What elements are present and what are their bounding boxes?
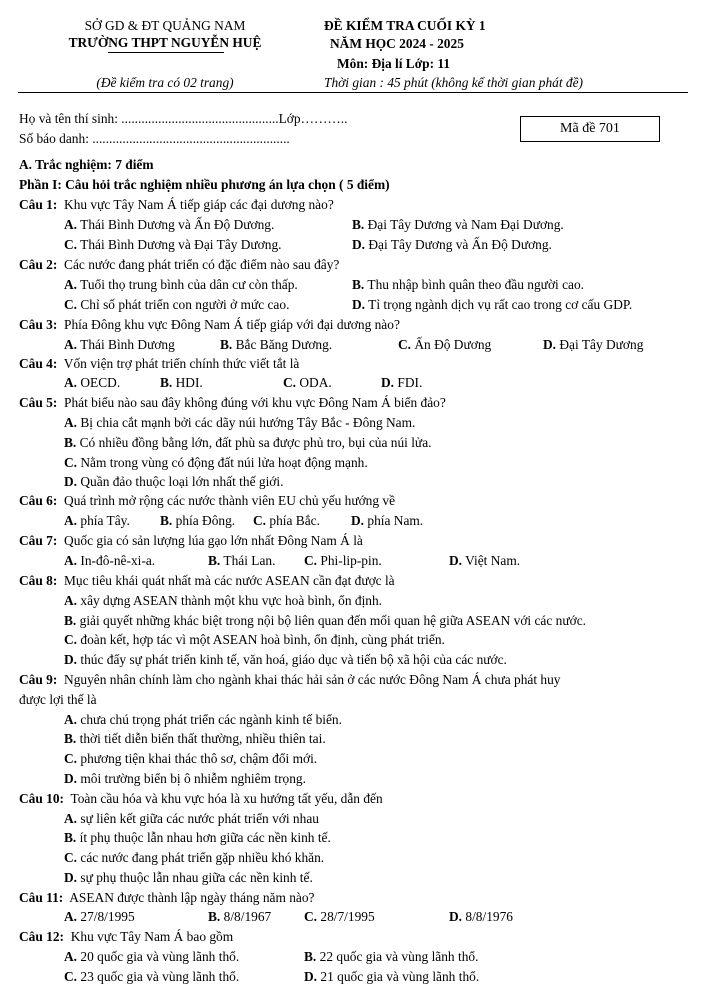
option-text: OECD.	[77, 375, 121, 390]
option-letter: A.	[64, 712, 78, 727]
question-1	[19, 197, 334, 212]
option-text: 21 quốc gia và vùng lãnh thổ.	[317, 969, 480, 984]
option-text: xây dựng ASEAN thành một khu vực hoà bình, ổn định.	[77, 593, 383, 608]
option-b[interactable]	[64, 435, 432, 450]
option-letter: C.	[304, 909, 318, 924]
question-text: Khu vực Tây Nam Á bao gồm	[64, 929, 234, 944]
option-text: 28/7/1995	[317, 909, 375, 924]
option-b[interactable]	[160, 375, 203, 390]
question-label: Câu 7:	[19, 533, 58, 548]
option-text: phía Đông.	[172, 513, 236, 528]
option-letter: D.	[449, 553, 463, 568]
option-letter: B.	[208, 553, 221, 568]
option-b[interactable]	[64, 830, 331, 845]
option-text: Bị chia cắt mạnh bởi các dãy núi hướng Tây Bắc - Đông Nam.	[77, 415, 416, 430]
option-text: Thu nhập bình quân theo đầu người cao.	[364, 277, 585, 292]
option-d[interactable]	[64, 771, 306, 786]
option-letter: A.	[64, 909, 78, 924]
option-c[interactable]	[253, 513, 320, 528]
option-letter: C.	[64, 237, 78, 252]
dept-name: SỞ GD & ĐT QUẢNG NAM	[84, 18, 246, 33]
option-a[interactable]	[64, 909, 135, 924]
option-d[interactable]	[352, 237, 552, 252]
option-text: HDI.	[172, 375, 203, 390]
question-label: Câu 10:	[19, 791, 65, 806]
question-label: Câu 4:	[19, 356, 58, 371]
option-text: 27/8/1995	[77, 909, 135, 924]
option-letter: B.	[64, 435, 77, 450]
option-text: phương tiện khai thác thô sơ, chậm đổi mới.	[77, 751, 318, 766]
option-letter: A.	[64, 375, 78, 390]
question-label: Câu 6:	[19, 493, 58, 508]
option-letter: D.	[304, 969, 318, 984]
question-4	[19, 356, 299, 371]
option-text: 20 quốc gia và vùng lãnh thổ.	[77, 949, 240, 964]
option-letter: B.	[64, 830, 77, 845]
option-text: Bắc Băng Dương.	[232, 337, 333, 352]
option-text: 8/8/1967	[220, 909, 272, 924]
option-text: 8/8/1976	[462, 909, 513, 924]
question-8	[19, 573, 395, 588]
option-text: ít phụ thuộc lẫn nhau hơn giữa các nền kinh tế.	[76, 830, 331, 845]
option-text: Thái Bình Dương	[77, 337, 175, 352]
question-2	[19, 257, 339, 272]
option-a[interactable]	[64, 217, 274, 232]
option-text: ODA.	[296, 375, 332, 390]
option-text: Có nhiều đồng bằng lớn, đất phù sa được phủ tro, bụi của núi lửa.	[76, 435, 432, 450]
option-letter: C.	[64, 850, 78, 865]
option-letter: C.	[253, 513, 267, 528]
option-text: chưa chú trọng phát triển các ngành kinh tế biển.	[77, 712, 342, 727]
option-text: Quần đảo thuộc loại lớn nhất thế giới.	[77, 474, 284, 489]
option-c[interactable]	[398, 337, 491, 352]
option-letter: B.	[160, 513, 173, 528]
option-c[interactable]	[64, 632, 445, 647]
student-id-field[interactable]: Số báo danh: ...........................................................	[19, 131, 290, 146]
option-letter: A.	[64, 217, 78, 232]
option-text: phía Nam.	[364, 513, 424, 528]
option-a[interactable]	[64, 593, 382, 608]
option-c[interactable]	[64, 297, 289, 312]
option-d[interactable]	[352, 297, 632, 312]
option-text: sự phụ thuộc lẫn nhau giữa các nền kinh tế.	[77, 870, 313, 885]
question-text: Nguyên nhân chính làm cho ngành khai thác hải sản ở các nước Đông Nam Á chưa phát huy	[57, 672, 561, 687]
option-text: 23 quốc gia và vùng lãnh thổ.	[77, 969, 240, 984]
option-letter: C.	[64, 455, 78, 470]
option-letter: A.	[64, 513, 78, 528]
option-c[interactable]	[64, 850, 324, 865]
option-d[interactable]	[304, 969, 479, 984]
option-letter: C.	[64, 297, 78, 312]
option-b[interactable]	[220, 337, 332, 352]
option-letter: B.	[220, 337, 233, 352]
option-d[interactable]	[351, 513, 423, 528]
question-text: Quá trình mở rộng các nước thành viên EU chủ yếu hướng về	[57, 493, 396, 508]
option-letter: C.	[64, 969, 78, 984]
option-a[interactable]	[64, 375, 120, 390]
option-letter: C.	[64, 632, 78, 647]
option-text: Thái Bình Dương và Đại Tây Dương.	[77, 237, 282, 252]
option-d[interactable]	[381, 375, 422, 390]
exam-time: Thời gian : 45 phút (không kể thời gian phát đề)	[324, 75, 584, 90]
question-5	[19, 395, 446, 410]
question-label: Câu 8:	[19, 573, 58, 588]
question-label: Câu 11:	[19, 890, 64, 905]
question-text: Phía Đông khu vực Đông Nam Á tiếp giáp với đại dương nào?	[57, 317, 400, 332]
question-text: Toàn cầu hóa và khu vực hóa là xu hướng tất yếu, dẫn đến	[64, 791, 383, 806]
option-text: thời tiết diễn biến thất thường, nhiều thiên tai.	[76, 731, 326, 746]
student-name-field[interactable]: Họ và tên thí sinh: ...............................................Lớp………..	[19, 111, 348, 126]
option-letter: D.	[543, 337, 557, 352]
option-letter: A.	[64, 277, 78, 292]
option-a[interactable]	[64, 553, 155, 568]
option-d[interactable]	[543, 337, 643, 352]
option-letter: A.	[64, 553, 78, 568]
question-text: Mục tiêu khái quát nhất mà các nước ASEAN cần đạt được là	[57, 573, 395, 588]
option-letter: D.	[381, 375, 395, 390]
option-text: 22 quốc gia và vùng lãnh thổ.	[316, 949, 479, 964]
option-c[interactable]	[64, 237, 282, 252]
option-text: Thái Bình Dương và Ấn Độ Dương.	[77, 217, 275, 232]
option-a[interactable]	[64, 949, 239, 964]
option-text: Tuổi thọ trung bình của dân cư còn thấp.	[77, 277, 298, 292]
option-letter: B.	[352, 277, 365, 292]
option-letter: C.	[398, 337, 412, 352]
option-text: các nước đang phát triển gặp nhiều khó khăn.	[77, 850, 325, 865]
question-text: Quốc gia có sản lượng lúa gạo lớn nhất Đông Nam Á là	[57, 533, 363, 548]
option-a[interactable]	[64, 337, 175, 352]
option-c[interactable]	[64, 751, 317, 766]
subject-grade: Môn: Địa lí Lớp: 11	[337, 56, 451, 71]
option-d[interactable]	[449, 909, 513, 924]
option-a[interactable]	[64, 712, 342, 727]
option-c[interactable]	[64, 455, 368, 470]
option-letter: D.	[64, 474, 78, 489]
option-letter: A.	[64, 593, 78, 608]
option-text: sự liên kết giữa các nước phát triển với nhau	[77, 811, 319, 826]
school-year: NĂM HỌC 2024 - 2025	[330, 36, 464, 51]
option-letter: B.	[352, 217, 365, 232]
option-c[interactable]	[304, 909, 375, 924]
option-a[interactable]	[64, 811, 319, 826]
option-b[interactable]	[160, 513, 235, 528]
option-letter: B.	[64, 613, 77, 628]
option-letter: A.	[64, 415, 78, 430]
option-letter: D.	[352, 297, 366, 312]
option-text: Tỉ trọng ngành dịch vụ rất cao trong cơ cấu GDP.	[365, 297, 633, 312]
exam-title: ĐỀ KIỂM TRA CUỐI KỲ 1	[324, 18, 486, 33]
option-text: In-đô-nê-xi-a.	[77, 553, 156, 568]
question-label: Câu 5:	[19, 395, 58, 410]
question-label: Câu 1:	[19, 197, 58, 212]
part1-title: Phần I: Câu hỏi trắc nghiệm nhiều phương án lựa chọn ( 5 điểm)	[19, 177, 390, 192]
option-b[interactable]	[352, 217, 564, 232]
question-text: Phát biểu nào sau đây không đúng với khu vực Đông Nam Á biển đảo?	[57, 395, 446, 410]
question-text: Khu vực Tây Nam Á tiếp giáp các đại dương nào?	[57, 197, 334, 212]
option-letter: D.	[64, 652, 78, 667]
question-text-continued: được lợi thế là	[19, 692, 97, 707]
question-3	[19, 317, 400, 332]
option-text: Việt Nam.	[462, 553, 521, 568]
option-letter: D.	[64, 771, 78, 786]
option-d[interactable]	[449, 553, 520, 568]
option-text: Đại Tây Dương và Nam Đại Dương.	[364, 217, 564, 232]
option-text: đoàn kết, hợp tác vì một ASEAN hoà bình, ổn định, cùng phát triển.	[77, 632, 445, 647]
option-b[interactable]	[352, 277, 584, 292]
question-text: Các nước đang phát triển có đặc điểm nào sau đây?	[57, 257, 340, 272]
question-6	[19, 493, 395, 508]
option-d[interactable]	[64, 870, 313, 885]
option-letter: D.	[351, 513, 365, 528]
option-letter: B.	[64, 731, 77, 746]
option-d[interactable]	[64, 474, 283, 489]
option-letter: D.	[449, 909, 463, 924]
option-c[interactable]	[283, 375, 332, 390]
option-letter: B.	[304, 949, 317, 964]
option-text: Đại Tây Dương	[556, 337, 644, 352]
option-letter: B.	[208, 909, 221, 924]
header-rule	[18, 92, 688, 93]
option-text: Phi-lip-pin.	[317, 553, 382, 568]
option-c[interactable]	[304, 553, 382, 568]
option-text: phía Tây.	[77, 513, 130, 528]
option-letter: D.	[64, 870, 78, 885]
option-letter: A.	[64, 337, 78, 352]
option-letter: C.	[304, 553, 318, 568]
option-letter: C.	[283, 375, 297, 390]
option-letter: D.	[352, 237, 366, 252]
option-a[interactable]	[64, 415, 415, 430]
option-text: Chỉ số phát triển con người ở mức cao.	[77, 297, 290, 312]
option-text: phía Bắc.	[266, 513, 320, 528]
school-name: TRƯỜNG THPT NGUYỄN HUỆ	[68, 35, 262, 50]
option-c[interactable]	[64, 969, 239, 984]
option-b[interactable]	[64, 731, 326, 746]
option-text: Đại Tây Dương và Ấn Độ Dương.	[365, 237, 552, 252]
question-text: Vốn viện trợ phát triển chính thức viết tắt là	[57, 356, 300, 371]
option-d[interactable]	[64, 652, 507, 667]
exam-code-box	[520, 116, 660, 142]
question-label: Câu 3:	[19, 317, 58, 332]
option-b[interactable]	[64, 613, 586, 628]
question-9	[19, 672, 560, 687]
option-a[interactable]	[64, 513, 130, 528]
question-label: Câu 9:	[19, 672, 58, 687]
section-a-title: A. Trắc nghiệm: 7 điểm	[19, 157, 154, 172]
exam-code: Mã đề 701	[560, 121, 620, 136]
option-b[interactable]	[208, 553, 275, 568]
option-a[interactable]	[64, 277, 298, 292]
pages-note: (Đề kiểm tra có 02 trang)	[96, 75, 234, 90]
option-text: Thái Lan.	[220, 553, 276, 568]
question-label: Câu 12:	[19, 929, 65, 944]
option-text: môi trường biển bị ô nhiễm nghiêm trọng.	[77, 771, 306, 786]
option-text: Ấn Độ Dương	[411, 337, 492, 352]
question-label: Câu 2:	[19, 257, 58, 272]
option-text: giải quyết những khác biệt trong nội bộ liên quan đến mối quan hệ giữa ASEAN với các nước.	[76, 613, 586, 628]
question-10	[19, 791, 383, 806]
option-letter: B.	[160, 375, 173, 390]
option-text: thúc đẩy sự phát triển kinh tế, văn hoá, giáo dục và tiến bộ xã hội của các nước.	[77, 652, 507, 667]
option-letter: A.	[64, 811, 78, 826]
question-text: ASEAN được thành lập ngày tháng năm nào?	[63, 890, 315, 905]
option-letter: C.	[64, 751, 78, 766]
option-b[interactable]	[304, 949, 478, 964]
option-letter: A.	[64, 949, 78, 964]
question-12	[19, 929, 233, 944]
school-underline	[108, 52, 224, 53]
option-text: Nằm trong vùng có động đất núi lửa hoạt động mạnh.	[77, 455, 368, 470]
question-11	[19, 890, 315, 905]
option-b[interactable]	[208, 909, 271, 924]
question-7	[19, 533, 363, 548]
option-text: FDI.	[394, 375, 423, 390]
